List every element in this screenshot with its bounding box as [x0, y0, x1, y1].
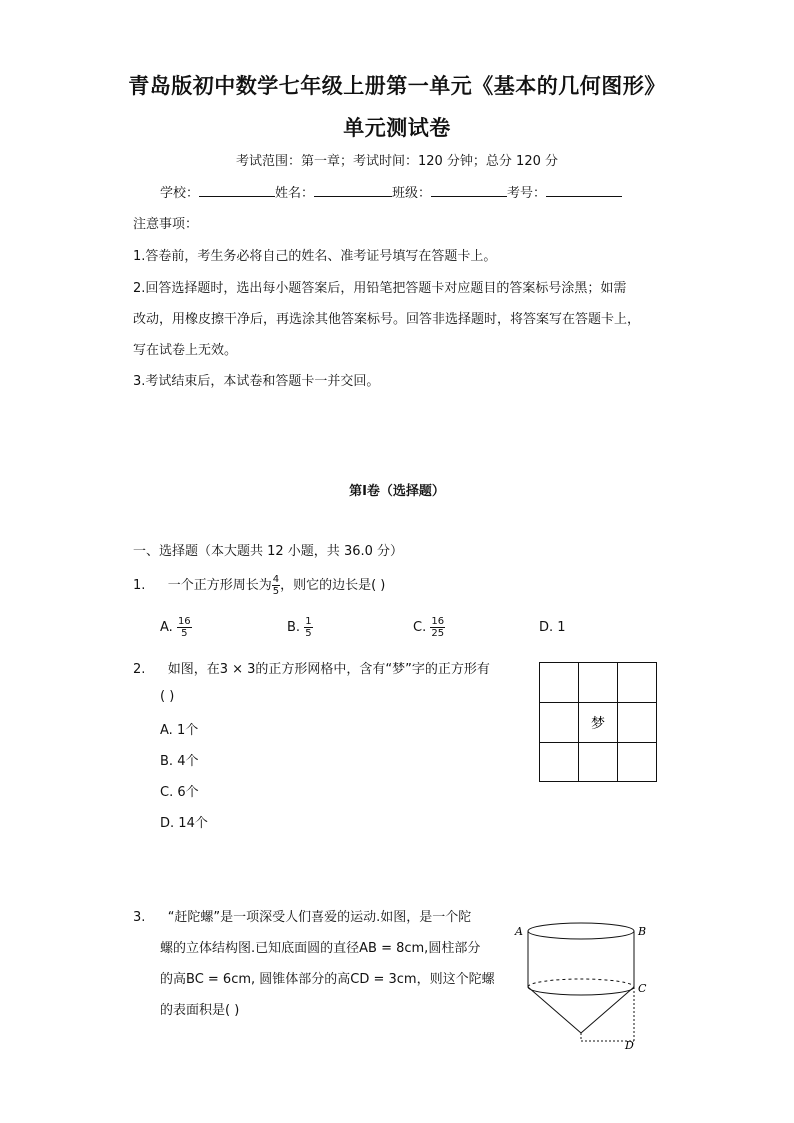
- grid-char: 梦: [591, 716, 605, 732]
- question-text: 如图，在3 × 3的正方形网格中，含有“梦”字的正方形有: [167, 662, 490, 677]
- question-text: ( ): [160, 689, 175, 704]
- question-text: ，则它的边长是( ): [280, 578, 386, 593]
- note-item: 改动，用橡皮擦干净后，再选涂其他答案标号。回答非选择题时，将答案写在答题卡上，: [133, 312, 641, 327]
- name-field[interactable]: [314, 182, 392, 197]
- spinning-top-figure: [512, 915, 652, 1055]
- question-number: 3.: [133, 910, 146, 925]
- note-item: 3.考试结束后，本试卷和答题卡一并交回。: [133, 374, 380, 389]
- question-1: [133, 574, 693, 597]
- part-title: 一、选择题（本大题共 12 小题，共 36.0 分）: [133, 544, 404, 559]
- page-subtitle: 单元测试卷: [343, 115, 451, 140]
- option-a[interactable]: A. $\frac{16}{5}$: [160, 616, 191, 639]
- exam-info: 考试范围：第一章；考试时间：120 分钟；总分 120 分: [235, 154, 559, 169]
- question-text: “赶陀螺”是一项深受人们喜爱的运动.如图，是一个陀: [167, 910, 472, 925]
- name-label: 姓名：: [275, 186, 315, 201]
- option-b[interactable]: B. 4个: [160, 754, 199, 769]
- label-a: A: [515, 925, 523, 938]
- class-field[interactable]: [431, 182, 507, 197]
- question-3: [133, 906, 503, 925]
- notes-heading: 注意事项：: [133, 217, 199, 232]
- option-c[interactable]: C. 6个: [160, 785, 199, 800]
- question-text: 的表面积是( ): [160, 1003, 240, 1018]
- note-item: 写在试卷上无效。: [133, 343, 238, 358]
- option-d[interactable]: D. 14个: [160, 816, 208, 831]
- grid-figure: [539, 662, 657, 782]
- note-item: 1.答卷前，考生务必将自己的姓名、准考证号填写在答题卡上。: [133, 249, 497, 264]
- question-number: 2.: [133, 662, 146, 677]
- bottom-ellipse-front: [528, 987, 634, 995]
- option-d[interactable]: D. 1: [539, 620, 566, 635]
- question-number: 1.: [133, 578, 146, 593]
- question-text: 螺的立体结构图.已知底面圆的直径AB = 8cm,圆柱部分: [160, 941, 481, 956]
- question-text: 的高BC = 6cm, 圆锥体部分的高CD = 3cm，则这个陀螺: [160, 972, 495, 987]
- fraction: $\frac{4}{5}$: [272, 574, 280, 597]
- option-a[interactable]: A. 1个: [160, 723, 199, 738]
- option-b[interactable]: B. $\frac{1}{5}$: [287, 616, 312, 639]
- option-c[interactable]: C. $\frac{16}{25}$: [413, 616, 445, 639]
- class-label: 班级：: [392, 186, 432, 201]
- question-text: 一个正方形周长为: [167, 578, 272, 593]
- top-ellipse: [528, 923, 634, 939]
- label-c: C: [638, 982, 647, 995]
- school-label: 学校：: [160, 186, 200, 201]
- number-label: 考号：: [507, 186, 547, 201]
- student-info-row: [160, 182, 640, 201]
- school-field[interactable]: [199, 182, 275, 197]
- label-b: B: [638, 925, 647, 938]
- page-title: 青岛版初中数学七年级上册第一单元《基本的几何图形》: [128, 73, 666, 98]
- label-d: D: [625, 1039, 634, 1052]
- note-item: 2.回答选择题时，选出每小题答案后，用铅笔把答题卡对应题目的答案标号涂黑；如需: [133, 281, 627, 296]
- bottom-ellipse-back: [528, 979, 634, 987]
- volume-title: 第Ⅰ卷（选择题）: [349, 484, 445, 499]
- number-field[interactable]: [546, 182, 622, 197]
- question-2: [133, 658, 513, 677]
